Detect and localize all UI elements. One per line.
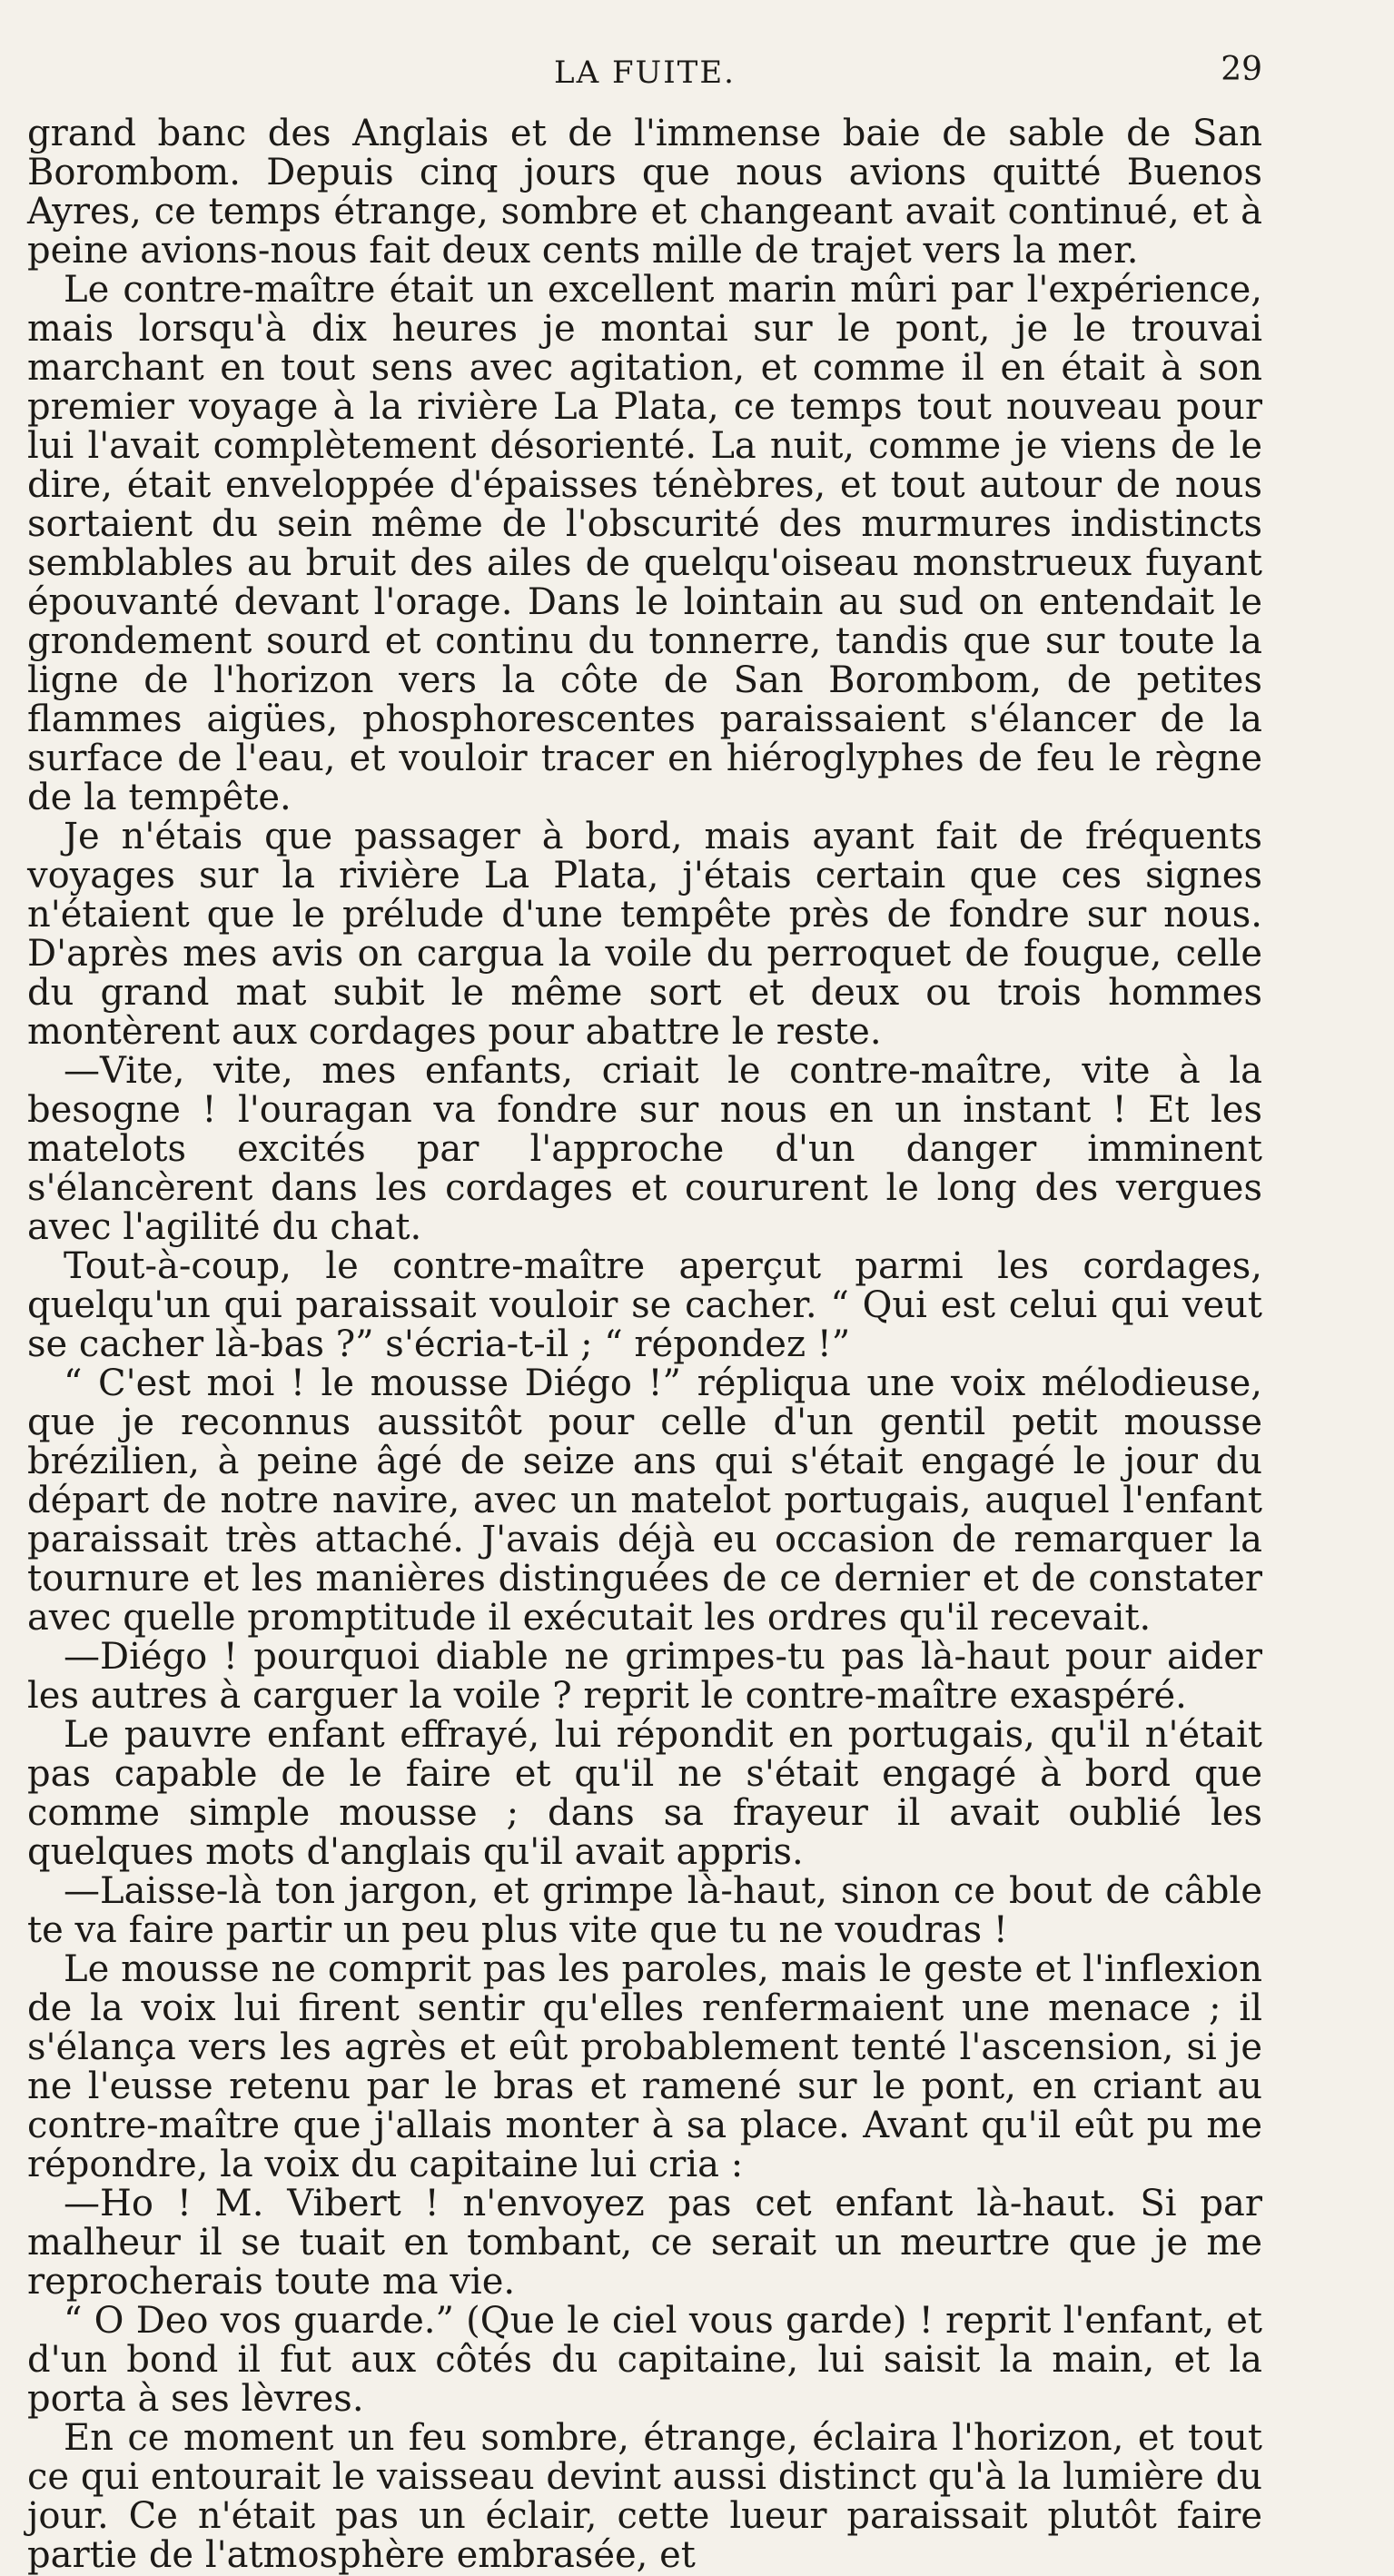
paragraph: grand banc des Anglais et de l'immense baie de sable de San Borombom. Depuis cinq jours que nous avions quitté Buenos Ayres, ce temps étrange, sombre et changeant avait continué, et à peine avions-nous fait deux cents mille de trajet vers la mer.: [27, 113, 1262, 272]
paragraph: —Vite, vite, mes enfants, criait le contre-maître, vite à la besogne ! l'ouragan va fondre sur nous en un instant ! Et les matelots excités par l'approche d'un danger imminent s'élancèrent dans les cordages et coururent le long des vergues avec l'agilité du chat.: [27, 1050, 1262, 1248]
running-title: LA FUITE.: [554, 54, 736, 91]
paragraph: —Ho ! M. Vibert ! n'envoyez pas cet enfant là-haut. Si par malheur il se tuait en tombant, ce serait un meurtre que je me reprocherais toute ma vie.: [27, 2183, 1262, 2303]
paragraph: Le contre-maître était un excellent marin mûri par l'expérience, mais lorsqu'à dix heures je montai sur le pont, je le trouvai marchant en tout sens avec agitation, et comme il en était à son premier voyage à la rivière La Plata, ce temps tout nouveau pour lui l'avait complètement désorienté. La nuit, comme je viens de le dire, était enveloppée d'épaisses ténèbres, et tout autour de nous sortaient du sein même de l'obscurité des murmures indistincts semblables au bruit des ailes de quelqu'oiseau monstrueux fuyant épouvanté devant l'orage. Dans le lointain au sud on entendait le grondement sourd et continu du tonnerre, tandis que sur toute la ligne de l'horizon vers la côte de San Borombom, de petites flammes aigües, phosphorescentes paraissaient s'élancer de la surface de l'eau, et vouloir tracer en hiéroglyphes de feu le règne de la tempête.: [27, 269, 1262, 818]
paragraph: “ O Deo vos guarde.” (Que le ciel vous garde) ! reprit l'enfant, et d'un bond il fut aux côtés du capitaine, lui saisit la main, et la porta à ses lèvres.: [27, 2300, 1262, 2420]
body-text: [27, 114, 1262, 2575]
page-number: 29: [1221, 51, 1262, 88]
paragraph: Le pauvre enfant effrayé, lui répondit en portugais, qu'il n'était pas capable de le faire et qu'il ne s'était engagé à bord que comme simple mousse ; dans sa frayeur il avait oublié les quelques mots d'anglais qu'il avait appris.: [27, 1714, 1262, 1873]
paragraph: Le mousse ne comprit pas les paroles, mais le geste et l'inflexion de la voix lui firent sentir qu'elles renfermaient une menace ; il s'élança vers les agrès et eût probablement tenté l'ascension, si je ne l'eusse retenu par le bras et ramené sur le pont, en criant au contre-maître que j'allais monter à sa place. Avant qu'il eût pu me répondre, la voix du capitaine lui cria :: [27, 1948, 1262, 2185]
paragraph: —Laisse-là ton jargon, et grimpe là-haut, sinon ce bout de câble te va faire partir un peu plus vite que tu ne voudras !: [27, 1870, 1262, 1951]
paragraph: —Diégo ! pourquoi diable ne grimpes-tu pas là-haut pour aider les autres à carguer la voile ? reprit le contre-maître exaspéré.: [27, 1636, 1262, 1717]
paragraph: Je n'étais que passager à bord, mais ayant fait de fréquents voyages sur la rivière La Plata, j'étais certain que ces signes n'étaient que le prélude d'une tempête près de fondre sur nous. D'après mes avis on cargua la voile du perroquet de fougue, celle du grand mat subit le même sort et deux ou trois hommes montèrent aux cordages pour abattre le reste.: [27, 816, 1262, 1053]
book-page: [27, 45, 1262, 2576]
paragraph: “ C'est moi ! le mousse Diégo !” répliqua une voix mélodieuse, que je reconnus aussitôt pour celle d'un gentil petit mousse brézilien, à peine âgé de seize ans qui s'était engagé le jour du départ de notre navire, avec un matelot portugais, auquel l'enfant paraissait très attaché. J'avais déjà eu occasion de remarquer la tournure et les manières distinguées de ce dernier et de constater avec quelle promptitude il exécutait les ordres qu'il recevait.: [27, 1362, 1262, 1639]
paragraph: Tout-à-coup, le contre-maître aperçut parmi les cordages, quelqu'un qui paraissait vouloir se cacher. “ Qui est celui qui veut se cacher là-bas ?” s'écria-t-il ; “ répondez !”: [27, 1245, 1262, 1365]
paragraph: En ce moment un feu sombre, étrange, éclaira l'horizon, et tout ce qui entourait le vaisseau devint aussi distinct qu'à la lumière du jour. Ce n'était pas un éclair, cette lueur paraissait plutôt faire partie de l'atmosphère embrasée, et: [27, 2417, 1262, 2576]
running-head: [27, 45, 1262, 109]
